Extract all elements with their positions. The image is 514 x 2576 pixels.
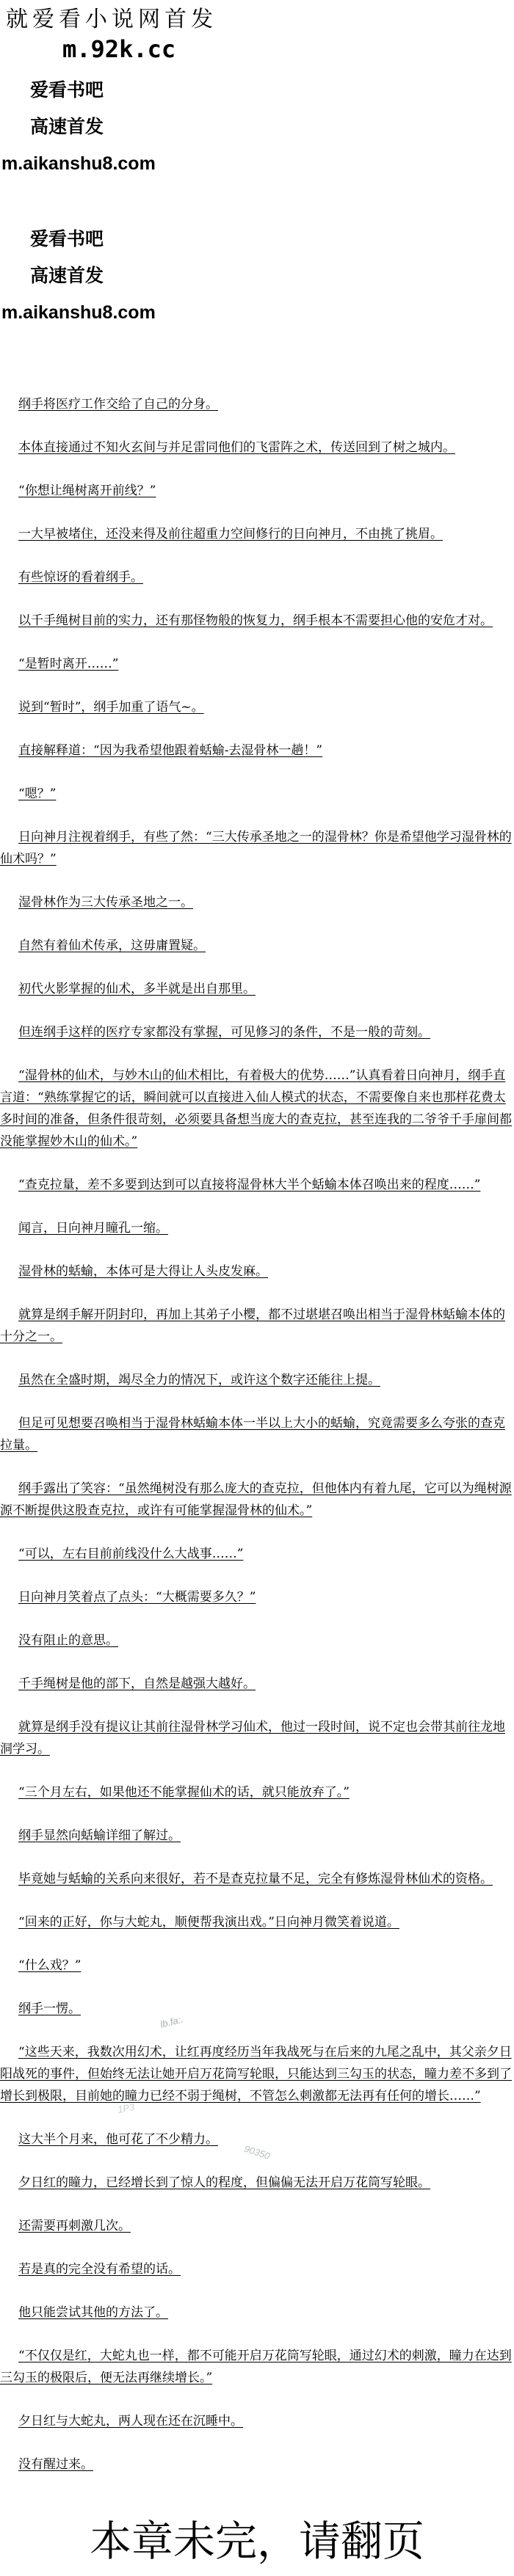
paragraph: 毕竟她与蛞蝓的关系向来很好，若不是查克拉量不足，完全有修炼湿骨林仙术的资格。	[18, 1872, 493, 1886]
promo-tagline: 高速首发	[30, 117, 104, 137]
site-url-link[interactable]: m.92k.cc	[62, 35, 176, 63]
paragraph: 纲手一愣。	[18, 2002, 81, 2016]
paragraph: 自然有着仙术传承，这毋庸置疑。	[18, 938, 206, 953]
promo-app-name: 爱看书吧	[30, 80, 104, 101]
promo-url-link[interactable]: m.aikanshu8.com	[1, 153, 156, 174]
paragraph: 湿骨林作为三大传承圣地之一。	[18, 895, 193, 910]
paragraph: “三个月左右，如果他还不能掌握仙术的话，就只能放弃了。”	[18, 1785, 350, 1800]
paragraph: 日向神月笑着点了点头：“大概需要多久？”	[18, 1590, 256, 1605]
watermark: 1P3	[116, 2101, 136, 2115]
promo-block-2	[0, 230, 514, 323]
paragraph: 纲手露出了笑容：“虽然绳树没有那么庞大的查克拉，但他体内有着九尾，它可以为绳树源源不断提供这股查克拉，或许有可能掌握湿骨林的仙术。”	[0, 1481, 512, 1518]
paragraph: “湿骨林的仙术，与妙木山的仙术相比，有着极大的优势……”认真看着日向神月，纲手直言道：“熟练掌握它的话，瞬间就可以直接进入仙人模式的状态，不需要像自来也那样花费太多时间的准备，但条件很苛刻，必须要具备想当庞大的查克拉，甚至连我的二爷爷千手扉间都没能掌握妙木山的仙术。”	[0, 1068, 512, 1149]
site-banner	[0, 6, 514, 63]
promo-url-link[interactable]: m.aikanshu8.com	[1, 302, 156, 323]
paragraph: 就算是纲手没有提议让其前往湿骨林学习仙术，他过一段时间，说不定也会带其前往龙地洞学习。	[0, 1720, 505, 1756]
paragraph: 纲手将医疗工作交给了自己的分身。	[18, 397, 218, 412]
paragraph: “查克拉量，差不多要到达到可以直接将湿骨林大半个蛞蝓本体召唤出来的程度……”	[18, 1178, 481, 1192]
paragraph: 没有醒过来。	[18, 2457, 93, 2472]
paragraph: 纲手显然向蛞蝓详细了解过。	[18, 1828, 181, 1843]
chapter-unfinished-notice: 本章未完，请翻页	[90, 2518, 424, 2565]
promo-block-1	[0, 81, 514, 174]
paragraph: 夕日红的瞳力，已经增长到了惊人的程度，但偏偏无法开启万花筒写轮眼。	[18, 2175, 430, 2190]
paragraph: 日向神月注视着纲手，有些了然：“三大传承圣地之一的湿骨林？你是希望他学习湿骨林的仙术吗？”	[0, 830, 512, 866]
paragraph: 但连纲手这样的医疗专家都没有掌握，可见修习的条件，不是一般的苛刻。	[18, 1025, 430, 1040]
promo-tagline: 高速首发	[30, 266, 104, 286]
paragraph: 本体直接通过不知火玄间与并足雷同他们的飞雷阵之术，传送回到了树之城内。	[18, 440, 455, 455]
paragraph: 夕日红与大蛇丸，两人现在还在沉睡中。	[18, 2414, 243, 2429]
paragraph: “可以，左右目前前线没什么大战事……”	[18, 1547, 244, 1561]
paragraph: 他只能尝试其他的方法了。	[18, 2305, 168, 2320]
paragraph: 以千手绳树目前的实力，还有那怪物般的恢复力，纲手根本不需要担心他的安危才对。	[18, 613, 493, 628]
paragraph: 还需要再刺激几次。	[18, 2219, 131, 2233]
paragraph: 湿骨林的蛞蝓，本体可是大得让人头皮发麻。	[18, 1264, 268, 1279]
paragraph: “回来的正好，你与大蛇丸，顺便帮我演出戏。”日向神月微笑着说道。	[18, 1915, 399, 1930]
paragraph: “是暂时离开……”	[18, 657, 119, 671]
paragraph: 初代火影掌握的仙术，多半就是出自那里。	[18, 982, 256, 996]
paragraph: 若是真的完全没有希望的话。	[18, 2262, 181, 2277]
page-footer	[0, 2516, 514, 2567]
watermark: 90350	[242, 2142, 272, 2162]
site-name: 就爱看小说网首发	[6, 7, 217, 32]
paragraph: 就算是纲手解开阴封印，再加上其弟子小樱，都不过堪堪召唤出相当于湿骨林蛞蝓本体的十分之一。	[0, 1307, 505, 1344]
paragraph: “你想让绳树离开前线？”	[18, 484, 156, 498]
paragraph: 没有阻止的意思。	[18, 1633, 118, 1648]
chapter-content	[0, 393, 514, 2475]
paragraph: 这大半个月来，他可花了不少精力。	[18, 2132, 218, 2147]
promo-app-name: 爱看书吧	[30, 229, 104, 249]
paragraph: “什么戏？”	[18, 1958, 82, 1973]
paragraph: 说到“暂时”，纲手加重了语气~。	[18, 700, 204, 715]
paragraph: 直接解释道：“因为我希望他跟着蛞蝓-去湿骨林一趟！”	[18, 743, 323, 758]
paragraph: “不仅仅是红，大蛇丸也一样，都不可能开启万花筒写轮眼，通过幻术的刺激，瞳力在达到三勾玉的极限后，便无法再继续增长。”	[0, 2349, 512, 2385]
paragraph: 有些惊讶的看着纲手。	[18, 570, 143, 585]
watermark: lb.fa:.	[159, 2013, 185, 2030]
paragraph: “嗯？”	[18, 787, 57, 801]
paragraph: 虽然在全盛时期，竭尽全力的情况下，或许这个数字还能往上提。	[18, 1373, 380, 1387]
paragraph: 一大早被堵住，还没来得及前往超重力空间修行的日向神月，不由挑了挑眉。	[18, 527, 443, 541]
paragraph: “这些天来，我数次用幻术，让红再度经历当年我战死与在后来的九尾之乱中，其父亲夕日阳战死的事件，但始终无法让她开启万花筒写轮眼，只能达到三勾玉的状态，瞳力差不多到了增长到极限，目前她的瞳力已经不弱于绳树，不管怎么刺激都无法再有任何的增长……”	[0, 2045, 512, 2104]
paragraph: 千手绳树是他的部下，自然是越强大越好。	[18, 1676, 256, 1691]
paragraph: 但足可见想要召唤相当于湿骨林蛞蝓本体一半以上大小的蛞蝓，究竟需要多么夸张的查克拉量。	[0, 1416, 505, 1453]
paragraph: 闻言，日向神月瞳孔一缩。	[18, 1221, 168, 1236]
